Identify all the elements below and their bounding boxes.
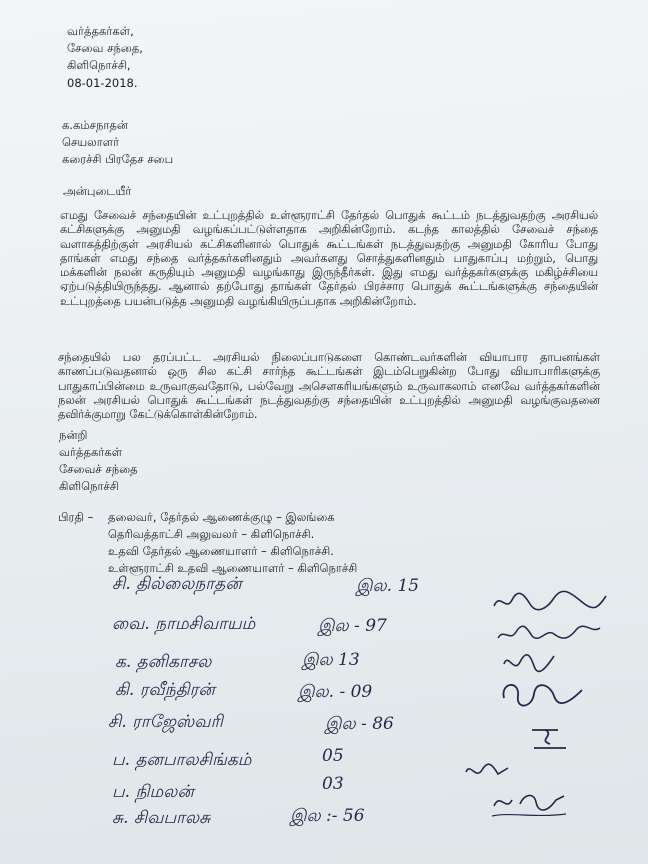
- body-paragraph-2: சந்தையில் பல தரப்பட்ட அரசியல் நிலைப்பாடுகளை கொண்டவர்களின் வியாபார தாபனங்கள் காணப்படுவதனால் ஒரு சில கட்சி சார்ந்த கூட்டங்கள் இடம்பெறுகின்ற போது வியாபாரிகளுக்கு பாதுகாப்பின்மை உருவாகுவதோடு, பல்வேறு அசௌகரியங்களும் உருவாகலாம் எனவே வர்த்தகர்களின் நலன் அரசியல் பொதுக் கூட்டங்கள் நடத்துவதற்கு சந்தையின் உட்புறத்தில் அனுமதி வழங்குவதனை தவிர்க்குமாறு கேட்டுக்கொள்கின்றோம்.: [58, 351, 600, 422]
- signature-1: [490, 588, 610, 622]
- signature-2: [496, 622, 606, 652]
- salutation: அன்புடையீர்: [63, 184, 132, 198]
- closing-line-1: வர்த்தகர்கள்: [59, 445, 123, 459]
- signature-7: [490, 786, 570, 824]
- handwritten-name-2: வை. நாமசிவாயம்: [112, 614, 256, 634]
- handwritten-number-4: இல. - 09: [298, 682, 373, 702]
- copy-item-1: தலைவர், தேர்தல் ஆணைக்குழு – இலங்கை: [108, 510, 335, 524]
- closing-line-3: கிளிநொச்சி: [59, 479, 119, 493]
- recipient-name: க.கம்சநாதன்: [62, 118, 129, 132]
- signature-6: [462, 760, 512, 786]
- handwritten-name-4: கி. ரவீந்திரன்: [115, 680, 215, 700]
- closing-line-2: சேவைச் சந்தை: [59, 462, 138, 476]
- handwritten-number-8: இல :- 56: [290, 806, 365, 826]
- signature-5: [528, 722, 572, 756]
- handwritten-name-1: சி. தில்லைநாதன்: [112, 574, 242, 594]
- copies-label: பிரதி –: [58, 510, 94, 524]
- body-paragraph-1: எமது சேவைச் சந்தையின் உட்புறத்தில் உள்ளூராட்சி தேர்தல் பொதுக் கூட்டம் நடத்துவதற்கு அரசியல் கட்சிகளுக்கு அனுமதி வழங்கப்பட்டுள்ளதாக அறிகின்றோம். கடந்த காலத்தில் சேவைச் சந்தை வளாகத்திற்குள் அரசியல் கட்சிகளினால் பொதுக் கூட்டங்கள் நடத்துவதற்கு அனுமதி கோரிய போது தாங்கள் எமது சந்தை வர்த்தகர்களினதும் அவர்களது சொத்துகளினதும் பாதுகாப்பு மற்றும், பொது மக்களின் நலன் கருதியும் அனுமதி வழங்காது இருந்தீர்கள். இது எமது வர்த்தகர்களுக்கு மகிழ்ச்சியை ஏற்படுத்தியிருந்தது. ஆனால் தற்போது தாங்கள் தேர்தல் பிரச்சார பொதுக் கூட்டங்களுக்கு சந்தையின் உட்புறத்தை பயன்படுத்த அனுமதி வழங்கியிருப்பதாக அறிகின்றோம்.: [60, 209, 598, 308]
- copy-item-4: உள்ளூராட்சி உதவி ஆணையாளர் – கிளிநொச்சி: [108, 561, 358, 575]
- copy-item-2: தெரிவத்தாட்சி அலுவலர் – கிளிநொச்சி.: [108, 527, 315, 541]
- sender-line-3: கிளிநொச்சி,: [67, 58, 131, 72]
- copy-item-3: உதவி தேர்தல் ஆணையாளர் – கிளிநொச்சி.: [108, 544, 334, 558]
- handwritten-name-3: க. தனிகாசல: [115, 652, 212, 672]
- sender-line-1: வர்த்தகர்கள்,: [67, 24, 134, 38]
- handwritten-number-5: இல - 86: [325, 714, 394, 734]
- sender-line-2: சேவை சந்தை,: [67, 41, 143, 55]
- handwritten-name-8: சு. சிவபாலசு: [112, 808, 211, 828]
- handwritten-number-2: இல - 97: [318, 616, 387, 636]
- recipient-office: கரைச்சி பிரதேச சபை: [62, 152, 174, 166]
- recipient-title: செயலாளர்: [62, 135, 120, 149]
- letter-date: 08-01-2018.: [67, 76, 138, 90]
- handwritten-name-5: சி. ராஜேஸ்வரி: [108, 712, 223, 732]
- handwritten-name-7: ப. நிமலன்: [112, 782, 194, 802]
- signature-4: [498, 678, 588, 718]
- handwritten-number-1: இல. 15: [356, 576, 420, 596]
- handwritten-number-6: 05: [322, 746, 344, 766]
- handwritten-number-7: 03: [322, 774, 344, 794]
- signature-3: [500, 650, 560, 680]
- handwritten-number-3: இல 13: [302, 650, 360, 670]
- handwritten-name-6: ப. தனபாலசிங்கம்: [112, 750, 252, 770]
- closing-thanks: நன்றி: [59, 428, 88, 442]
